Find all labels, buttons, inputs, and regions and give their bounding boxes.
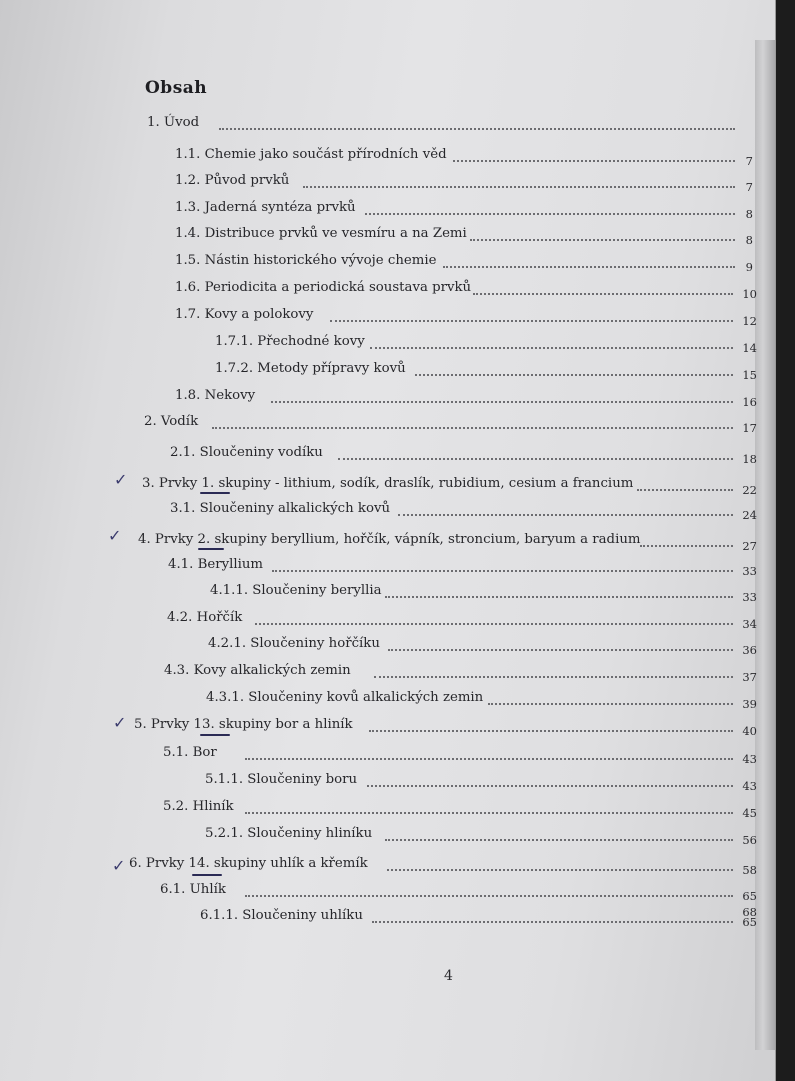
toc-leader-dots — [245, 758, 733, 760]
page-number: 4 — [444, 968, 453, 984]
toc-entry — [170, 445, 757, 465]
toc-entry-page: 7 — [745, 154, 753, 168]
toc-leader-dots — [330, 320, 733, 322]
toc-leader-dots — [385, 839, 733, 841]
toc-entry-label: 4.3.1. Sloučeniny kovů alkalických zemin — [206, 690, 484, 705]
toc-entry — [175, 307, 757, 327]
toc-entry-label: 1.7. Kovy a polokovy — [175, 307, 314, 322]
toc-entry-page: 65 — [742, 889, 757, 903]
toc-entry — [129, 856, 757, 876]
toc-entry-label: 1.7.2. Metody přípravy kovů — [215, 361, 406, 376]
check-mark-icon: ✓ — [113, 713, 127, 732]
toc-entry — [147, 115, 757, 135]
toc-entry — [144, 414, 757, 434]
toc-entry-page: 9 — [745, 260, 753, 274]
toc-entry — [175, 173, 757, 193]
toc-entry — [142, 476, 757, 496]
toc-entry-label: 1. Úvod — [147, 115, 200, 130]
toc-leader-dots — [245, 895, 733, 897]
toc-leader-dots — [637, 489, 733, 491]
toc-leader-dots — [640, 545, 733, 547]
toc-entry-page: 33 — [742, 564, 757, 578]
toc-entry-label: 1.2. Původ prvků — [175, 173, 290, 188]
toc-entry-page: 56 — [742, 833, 757, 847]
toc-entry — [175, 200, 757, 220]
toc-entry — [208, 636, 757, 656]
toc-entry-page: 39 — [742, 697, 757, 711]
toc-entry — [206, 690, 757, 710]
pen-underline — [200, 492, 230, 494]
toc-entry-label: 1.7.1. Přechodné kovy — [215, 334, 365, 349]
check-mark-icon: ✓ — [108, 526, 122, 545]
toc-entry-page: 43 — [742, 752, 757, 766]
check-mark-icon: ✓ — [114, 470, 128, 489]
toc-entry-label: 4.1.1. Sloučeniny beryllia — [210, 583, 382, 598]
toc-entry-label: 4.2.1. Sloučeniny hořčíku — [208, 636, 380, 651]
toc-entry — [215, 334, 757, 354]
toc-entry-page: 37 — [742, 670, 757, 684]
toc-entry-page: 16 — [742, 395, 757, 409]
toc-entry-page: 58 — [742, 863, 757, 877]
toc-entry-label: 5.2. Hliník — [163, 799, 234, 814]
toc-leader-dots — [219, 128, 735, 130]
toc-entry-label: 5. Prvky 13. skupiny bor a hliník — [134, 717, 353, 732]
toc-leader-dots — [255, 623, 733, 625]
pen-underline — [198, 548, 224, 550]
page-edge — [755, 40, 775, 1050]
toc-leader-dots — [374, 676, 733, 678]
toc-entry-label: 4.1. Beryllium — [168, 557, 264, 572]
toc-leader-dots — [303, 186, 735, 188]
toc-entry — [167, 610, 757, 630]
toc-entry-page: 12 — [742, 314, 757, 328]
toc-entry-page: 34 — [742, 617, 757, 631]
toc-entry-label: 5.1. Bor — [163, 745, 217, 760]
toc-entry-page: 27 — [742, 539, 757, 553]
toc-entry-label: 5.2.1. Sloučeniny hliníku — [205, 826, 373, 841]
toc-entry — [205, 826, 757, 846]
toc-leader-dots — [473, 293, 733, 295]
toc-entry-page: 14 — [742, 341, 757, 355]
toc-entry-page: 10 — [742, 287, 757, 301]
toc-leader-dots — [388, 649, 733, 651]
toc-leader-dots — [453, 160, 735, 162]
toc-entry-label: 1.5. Nástin historického vývoje chemie — [175, 253, 437, 268]
toc-leader-dots — [488, 703, 733, 705]
toc-entry — [215, 361, 757, 381]
toc-entry-page: 15 — [742, 368, 757, 382]
toc-leader-dots — [369, 730, 733, 732]
toc-entry-label: 2. Vodík — [144, 414, 199, 429]
toc-leader-dots — [470, 239, 735, 241]
toc-entry-label: 1.6. Periodicita a periodická soustava prvků — [175, 280, 472, 295]
page-title: Obsah — [145, 78, 208, 98]
toc-entry-label: 1.3. Jaderná syntéza prvků — [175, 200, 356, 215]
toc-leader-dots — [398, 514, 733, 516]
toc-entry — [175, 388, 757, 408]
toc-leader-dots — [443, 266, 735, 268]
toc-leader-dots — [365, 213, 735, 215]
toc-entry — [200, 908, 757, 928]
toc-entry-page: 24 — [742, 508, 757, 522]
toc-entry-page: 7 — [745, 180, 753, 194]
toc-entry-page: 65 — [742, 915, 757, 929]
toc-leader-dots — [272, 570, 733, 572]
toc-leader-dots — [370, 347, 733, 349]
toc-entry — [175, 147, 757, 167]
toc-entry-page: 68 — [742, 905, 757, 919]
toc-leader-dots — [385, 596, 733, 598]
toc-entry-label: 4.3. Kovy alkalických zemin — [164, 663, 351, 678]
toc-entry — [175, 280, 757, 300]
toc-leader-dots — [415, 374, 733, 376]
toc-entry — [210, 583, 757, 603]
toc-entry — [175, 253, 757, 273]
toc-entry-page: 8 — [745, 233, 753, 247]
toc-leader-dots — [212, 427, 733, 429]
toc-entry — [163, 799, 757, 819]
toc-entry-page: 8 — [745, 207, 753, 221]
toc-entry-page: 45 — [742, 806, 757, 820]
toc-leader-dots — [367, 785, 733, 787]
toc-entry-trailing-page — [700, 905, 757, 925]
check-mark-icon: ✓ — [112, 856, 126, 875]
toc-entry-label: 1.8. Nekovy — [175, 388, 256, 403]
toc-entry-label: 1.4. Distribuce prvků ve vesmíru a na Zemi — [175, 226, 467, 241]
toc-entry — [138, 532, 757, 552]
toc-entry — [163, 745, 757, 765]
toc-entry — [160, 882, 757, 902]
toc-entry — [170, 501, 757, 521]
toc-entry-page: 17 — [742, 421, 757, 435]
toc-leader-dots — [372, 921, 733, 923]
toc-leader-dots — [271, 401, 733, 403]
pen-underline — [200, 734, 230, 736]
toc-leader-dots — [245, 812, 733, 814]
toc-entry-label: 1.1. Chemie jako součást přírodních věd — [175, 147, 447, 162]
toc-entry-label: 3.1. Sloučeniny alkalických kovů — [170, 501, 391, 516]
toc-entry-label: 5.1.1. Sloučeniny boru — [205, 772, 358, 787]
toc-entry-label: 2.1. Sloučeniny vodíku — [170, 445, 323, 460]
toc-entry-label: 4. Prvky 2. skupiny beryllium, hořčík, vápník, stroncium, baryum a radium — [138, 532, 641, 547]
toc-entry-label: 6.1.1. Sloučeniny uhlíku — [200, 908, 363, 923]
toc-entry — [168, 557, 757, 577]
toc-entry-label: 6.1. Uhlík — [160, 882, 226, 897]
toc-entry-page: 43 — [742, 779, 757, 793]
toc-entry-label: 6. Prvky 14. skupiny uhlík a křemík — [129, 856, 368, 871]
toc-entry-page: 33 — [742, 590, 757, 604]
toc-entry — [205, 772, 757, 792]
toc-entry-page: 18 — [742, 452, 757, 466]
toc-entry — [164, 663, 757, 683]
toc-entry-page: 36 — [742, 643, 757, 657]
pen-underline — [192, 874, 222, 876]
toc-entry-page: 40 — [742, 724, 757, 738]
toc-entry-label: 4.2. Hořčík — [167, 610, 243, 625]
toc-entry-page: 22 — [742, 483, 757, 497]
toc-entry — [175, 226, 757, 246]
toc-leader-dots — [387, 869, 733, 871]
toc-entry-label: 3. Prvky 1. skupiny - lithium, sodík, draslík, rubidium, cesium a francium — [142, 476, 634, 491]
toc-leader-dots — [338, 458, 733, 460]
